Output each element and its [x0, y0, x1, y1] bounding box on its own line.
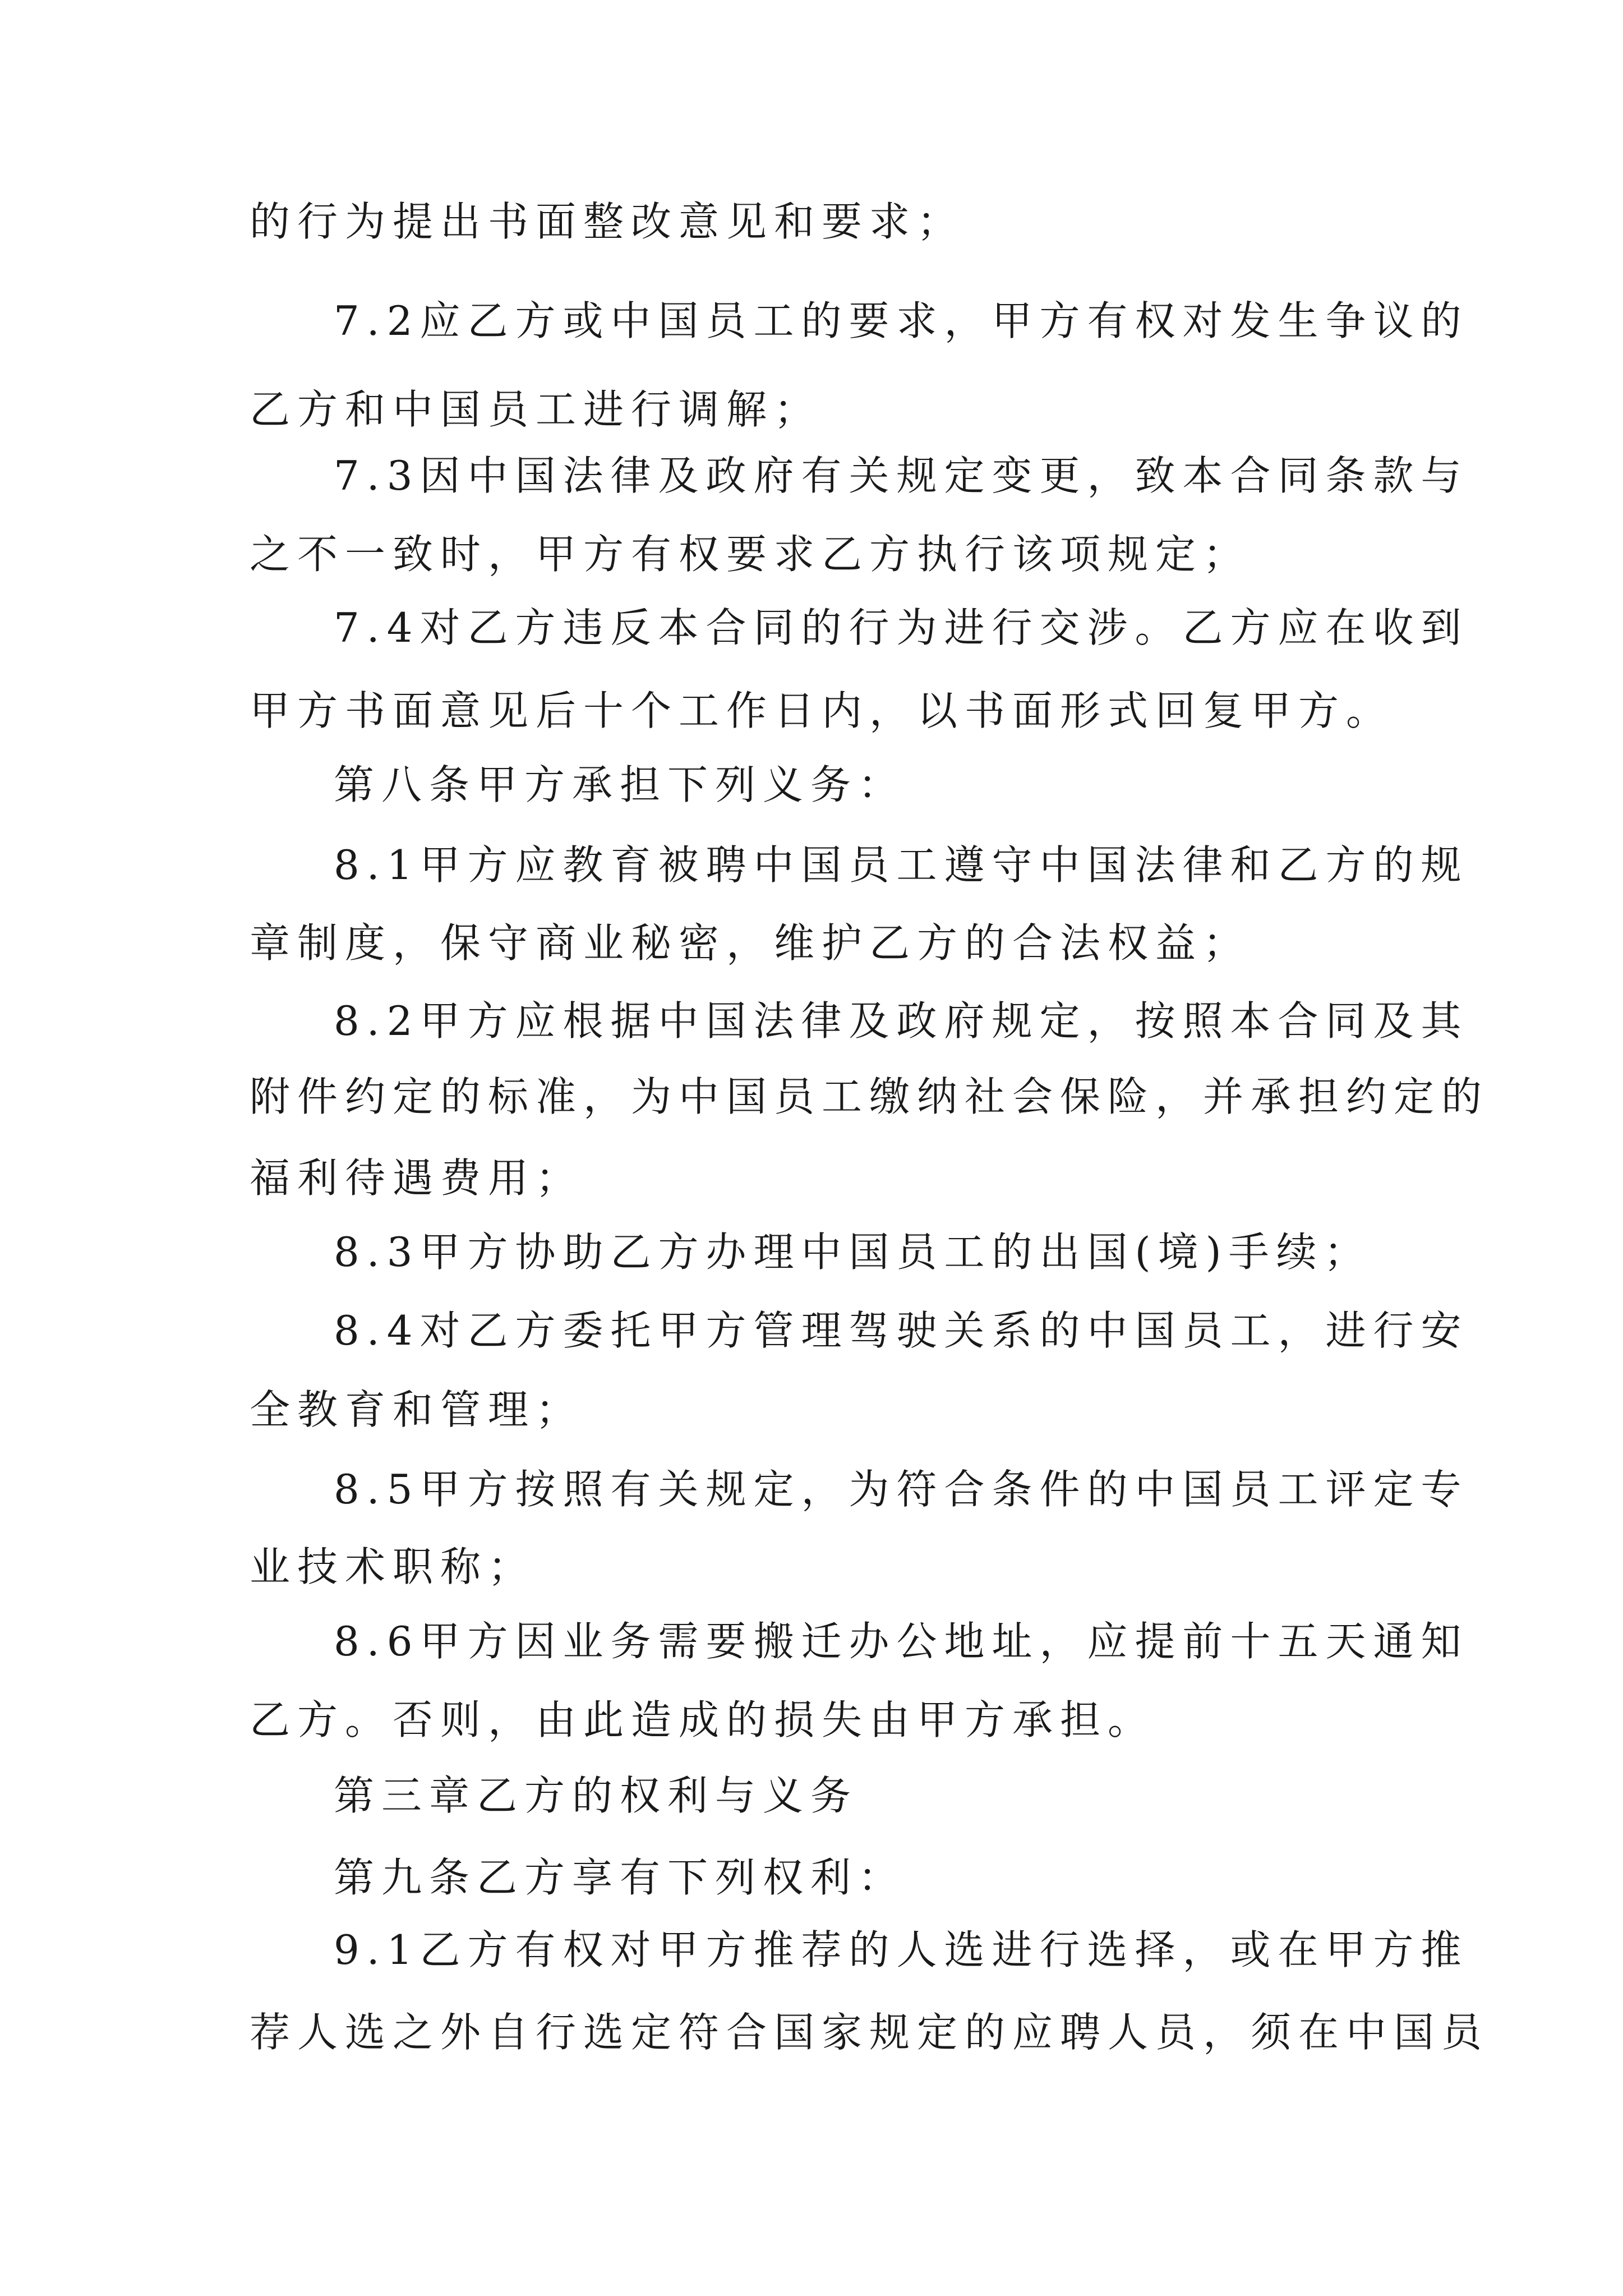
text-line: 8.5甲方按照有关规定，为符合条件的中国员工评定专: [334, 1466, 1469, 1513]
text-line: 第八条甲方承担下列义务：: [334, 761, 906, 808]
text-line: 乙方和中国员工进行调解；: [250, 386, 822, 433]
text-line: 全教育和管理；: [250, 1386, 584, 1433]
text-line: 7.4对乙方违反本合同的行为进行交涉。乙方应在收到: [334, 604, 1469, 651]
text-line: 8.6甲方因业务需要搬迁办公地址，应提前十五天通知: [334, 1618, 1469, 1665]
text-line: 乙方。否则，由此造成的损失由甲方承担。: [250, 1696, 1156, 1743]
text-line: 9.1乙方有权对甲方推荐的人选进行选择，或在甲方推: [334, 1926, 1469, 1973]
text-line: 业技术职称；: [250, 1543, 536, 1590]
text-line: 8.4对乙方委托甲方管理驾驶关系的中国员工，进行安: [334, 1307, 1469, 1354]
text-line: 7.2应乙方或中国员工的要求，甲方有权对发生争议的: [334, 297, 1469, 344]
text-line: 8.1甲方应教育被聘中国员工遵守中国法律和乙方的规: [334, 841, 1469, 889]
text-line: 附件约定的标准，为中国员工缴纳社会保险，并承担约定的: [250, 1073, 1490, 1120]
text-line: 甲方书面意见后十个工作日内，以书面形式回复甲方。: [250, 687, 1394, 734]
text-line: 章制度，保守商业秘密，维护乙方的合法权益；: [250, 919, 1251, 967]
text-line: 福利待遇费用；: [250, 1154, 584, 1202]
text-line: 之不一致时，甲方有权要求乙方执行该项规定；: [250, 531, 1251, 578]
article-heading: 第九条乙方享有下列权利：: [334, 1854, 906, 1901]
section-heading: 第三章乙方的权利与义务: [334, 1772, 859, 1819]
text-line: 7.3因中国法律及政府有关规定变更，致本合同条款与: [334, 452, 1469, 499]
text-line: 8.3甲方协助乙方办理中国员工的出国(境)手续；: [334, 1228, 1372, 1276]
text-line: 8.2甲方应根据中国法律及政府规定，按照本合同及其: [334, 997, 1469, 1045]
text-line: 荐人选之外自行选定符合国家规定的应聘人员，须在中国员: [250, 2009, 1490, 2056]
text-line: 的行为提出书面整改意见和要求；: [250, 198, 965, 245]
